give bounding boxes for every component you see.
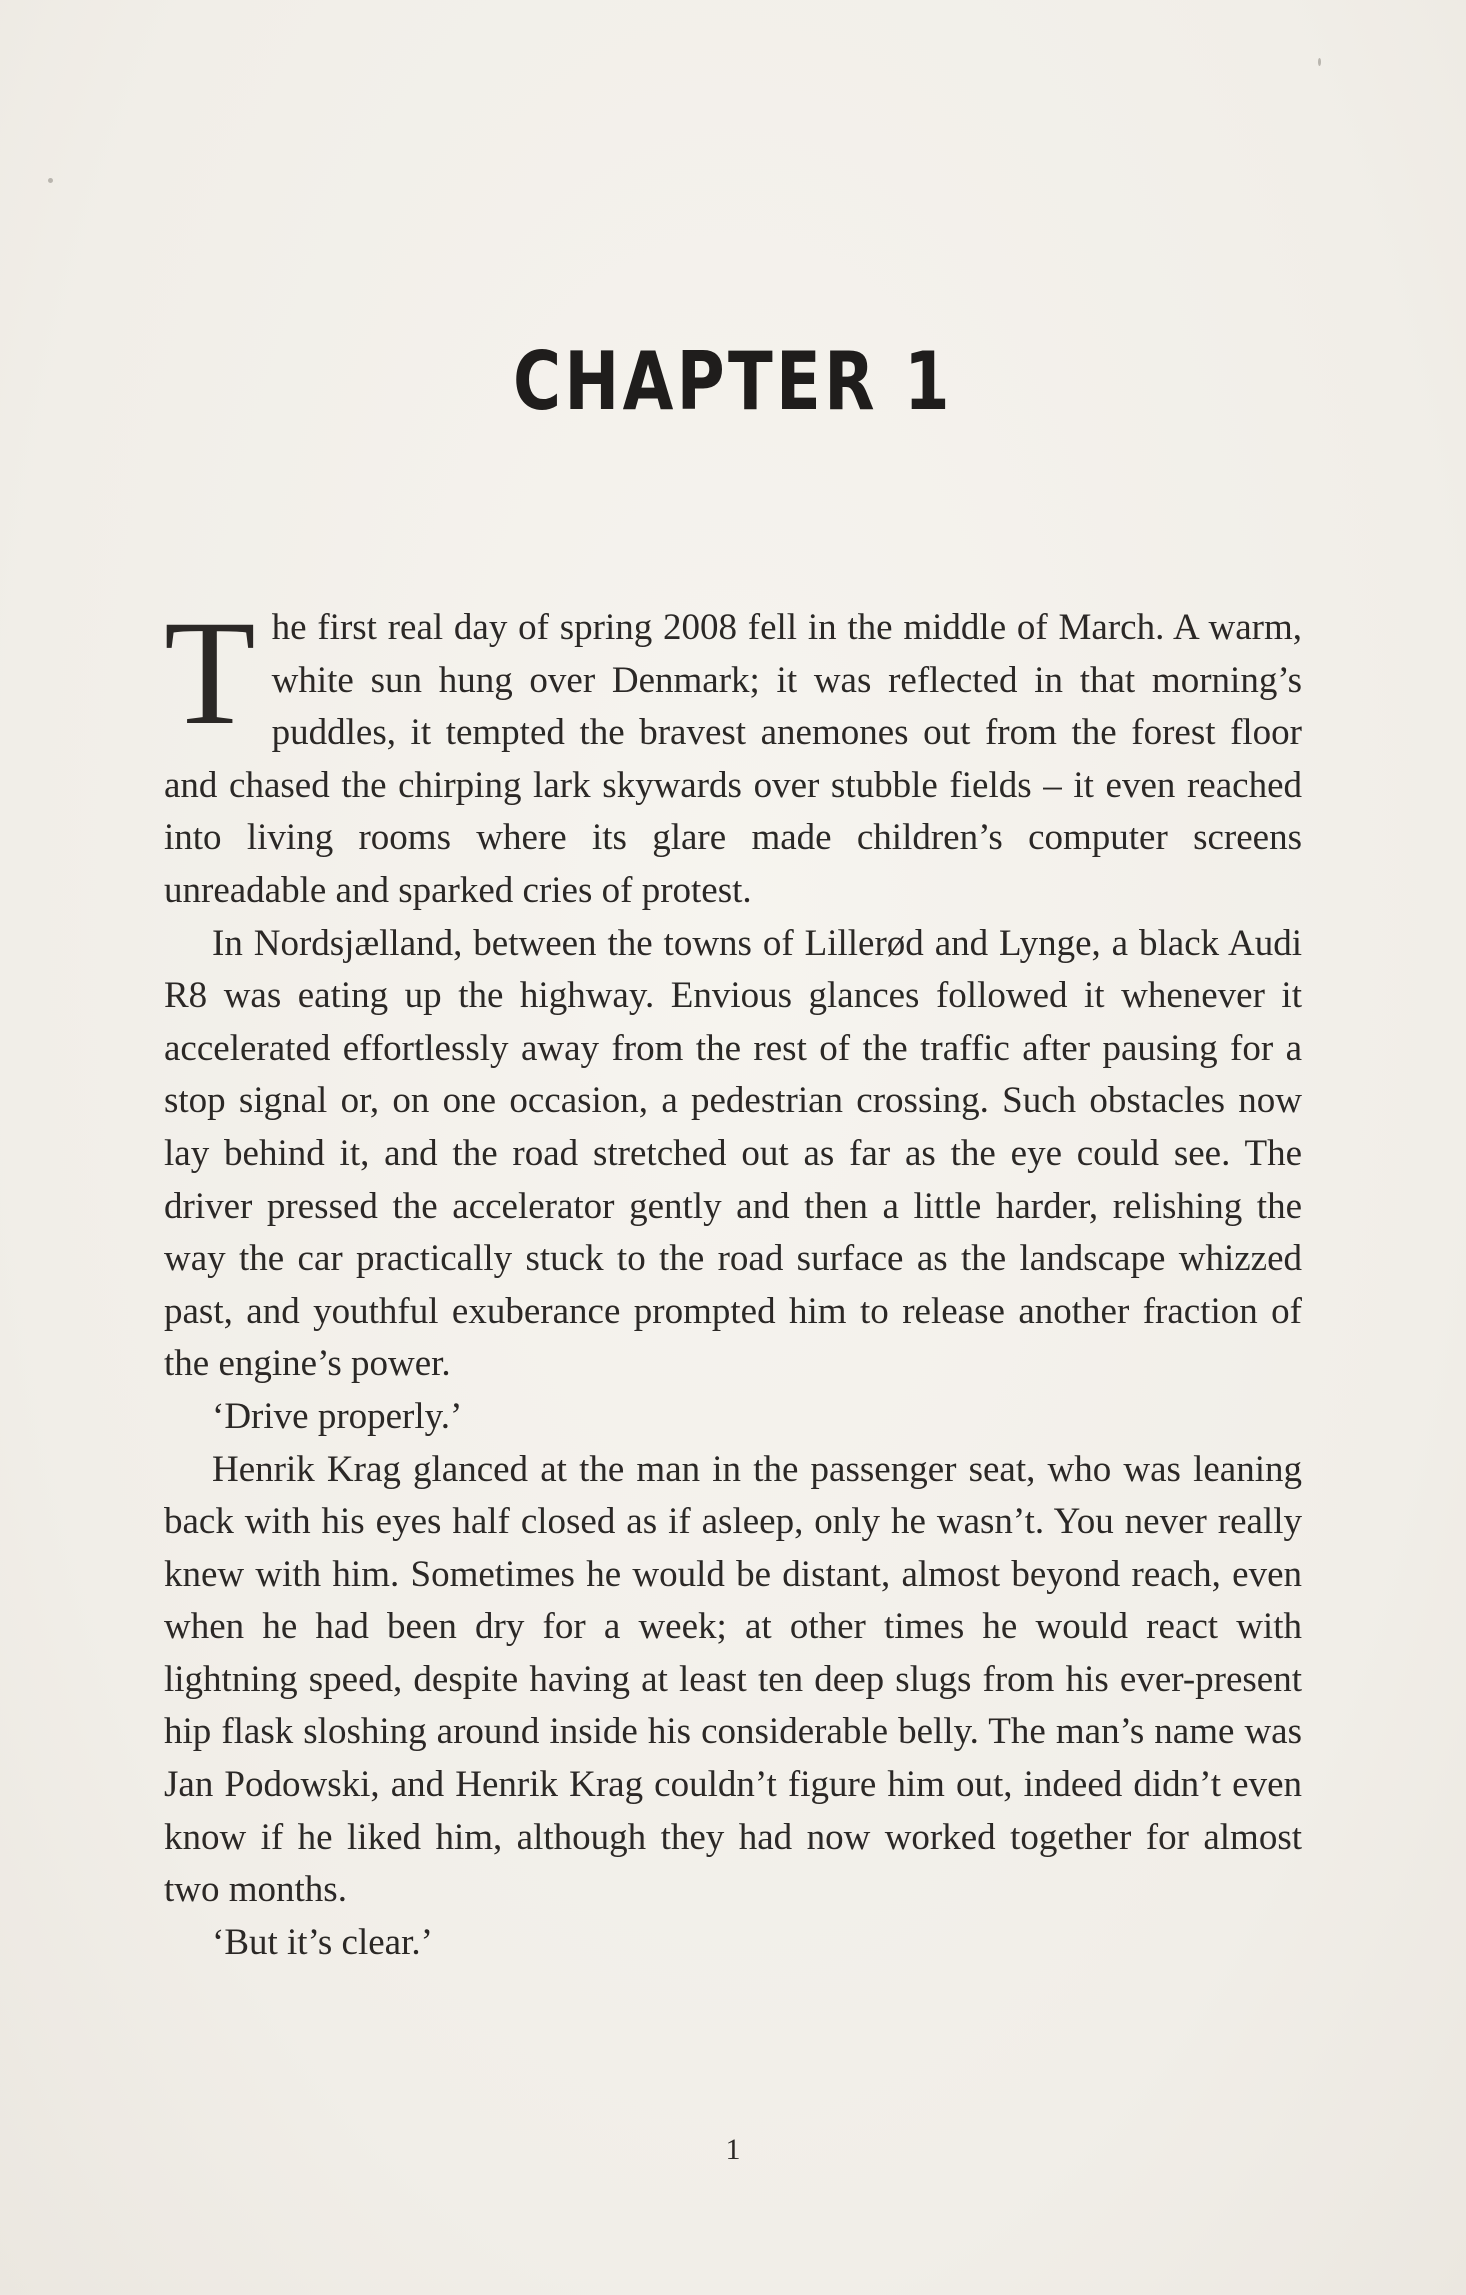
page-number: 1 [725,2133,741,2166]
drop-cap: T [164,590,256,756]
paragraph-1-text: he first real day of spring 2008 fell in the middle of March. A warm, white sun hung over Denmark; it was reflected in that morning’s puddles, it tempted the bravest anemones out from the forest floor and chased the chirping lark skywards over stubble fields – it even reached into living rooms where its glare made children’s computer screens unreadable and sparked cries of protest. [164,607,1302,911]
paragraph-3: ‘Drive properly.’ [212,1395,463,1437]
chapter-body [164,590,1302,1969]
chapter-title: CHAPTER 1 [513,335,953,428]
paragraph-4: Henrik Krag glanced at the man in the passenger seat, who was leaning back with his eyes half closed as if asleep, only he wasn’t. You never really knew with him. Sometimes he would be distant, almost beyond reach, even when he had been dry for a week; at other times he would react with lightning speed, despite having at least ten deep slugs from his ever-present hip flask sloshing around inside his considerable belly. The man’s name was Jan Podowski, and Henrik Krag couldn’t figure him out, indeed didn’t even know if he liked him, although they had now worked together for almost two months. [164,1448,1302,1911]
paper-speck [1318,58,1321,66]
paragraph-2: In Nordsjælland, between the towns of Lillerød and Lynge, a black Audi R8 was eating up the highway. Envious glances followed it whenever it accelerated effortlessly away from the rest of the traffic after pausing for a stop signal or, on one occasion, a pedestrian crossing. Such obstacles now lay behind it, and the road stretched out as far as the eye could see. The driver pressed the accelerator gently and then a little harder, relishing the way the car practically stuck to the road surface as the landscape whizzed past, and youthful exuberance prompted him to release another fraction of the engine’s power. [164,922,1302,1385]
paper-speck [48,178,53,183]
paragraph-5: ‘But it’s clear.’ [212,1921,433,1963]
paragraph-1 [164,590,1302,918]
